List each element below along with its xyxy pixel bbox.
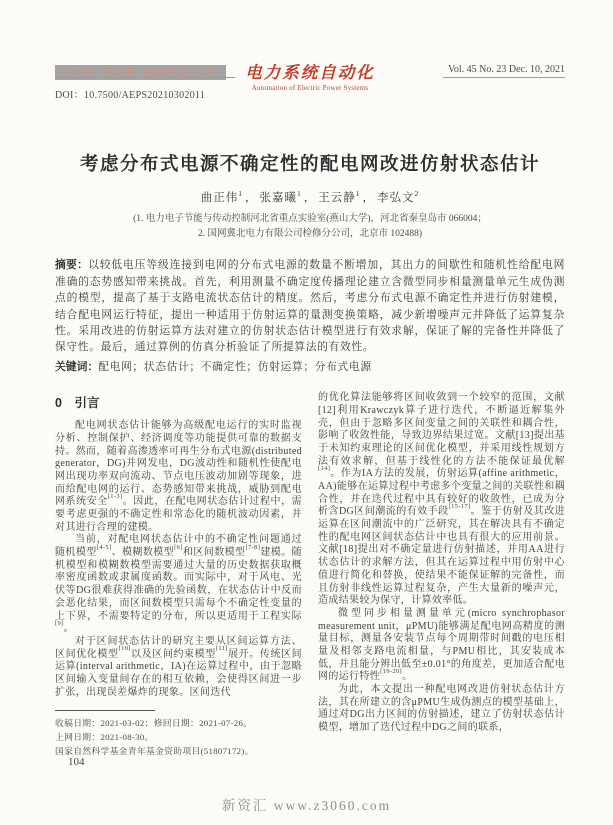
footnote-separator [55,710,155,711]
affiliation-line: (1. 电力电子节能与传动控制河北省重点实验室(燕山大学)，河北省秦皇岛市 066004； [133,214,487,224]
article-title: 考虑分布式电源不确定性的配电网改进仿射状态估计 [79,153,540,174]
affiliation-line: 2. 国网冀北电力有限公司检修分公司，北京市 102488) [197,229,423,240]
issue-badge: 第45卷 第23期 2021年12月10日 [55,65,226,80]
author-name: 曲正伟$^1$ [200,189,243,204]
header-rule-right [443,77,565,78]
section-heading: 0 引言 [55,396,100,411]
volume-info: Vol. 45 No. 23 Dec. 10, 2021 [447,64,565,75]
author-affiliation-marker: 1 [297,189,302,199]
abstract-label: 摘要： [55,259,89,272]
body-paragraph: 为此，本文提出一种配电网改进仿射状态估计方法，其在所建立的含μPMU生成伪测点的模型基础上，通过对DG出力区间的仿射描述，建立了仿射状态估计模型，增加了迭代过程中DG之间的联系， [318,684,565,734]
affiliations-block [55,212,565,242]
page-number: 104 [68,756,85,768]
abstract-text: 以较低电压等级连接到电网的分布式电源的数量不断增加，其出力的间歇性和随机性给配电网准确的态势感知带来挑战。首先，利用测量不确定度传播理论建立含微型同步相量测量单元生成伪测点的模型，提高了基于支路电流状态估计的精度。然后，考虑分布式电源不确定性并进行仿射建模，结合配电网运行特征，提出一种适用于仿射运算的量测变换策略，减少新增噪声元并降低了运算复杂性。采用改进的仿射运算方法对建立的仿射状态估计模型进行有效求解，保证了解的完备性并降低了保守性。最后，通过算例的仿真分析验证了所提算法的有效性。 [55,259,566,354]
author-affiliation-marker: 2 [414,189,420,199]
keywords-label: 关键词： [55,360,99,373]
keywords-section [55,359,565,375]
journal-header [55,62,565,106]
author-name: 王云静$^1$ [318,189,361,204]
journal-logo [235,59,385,92]
footnote-line: 国家自然科学基金青年基金资助项目(51807172)。 [55,745,254,756]
author-name: 李弘文$^2$ [377,189,420,204]
authors-line: 曲正伟$^1$ ， 张嘉曦$^1$ ， 王云静$^1$ ， 李弘文$^2$ [200,189,420,204]
article-body [55,392,565,758]
body-paragraph: 对于区间状态估计的研究主要从区间运算方法、区间优化模型[10]以及区间约束模型[11]展开。传统区间运算(interval arithmetic，IA)在运算过程中，由于忽略区间输入变量间存在的相互依赖，会使得区间进一步扩张，出现误差爆炸的现象。区间迭代 [55,635,302,698]
body-paragraph: 当前，对配电网状态估计中的不确定性问题通过随机模型[4-5]、模糊数模型[6]和区间数模型[7-8]建模。随机模型和模糊数模型需要通过大量的历史数据获取概率密度函数或隶属度函数。而实际中，对于风电、光伏等DG很难获得准确的先验函数，在状态估计中反而会恶化结果，而区间数模型只需每个不确定性变量的上下界，不需要特定的分布，所以更适用于工程实际[9]。 [55,534,302,635]
footnote-block [55,710,302,758]
author-name: 张嘉曦$^1$ [259,189,302,204]
body-paragraph: 的优化算法能够将区间收敛到一个较窄的范围，文献[12]利用Krawczyk算子进行迭代，不断逼近解集外壳，但由于忽略多区间变量之间的关联性和耦合性，影响了收敛性能，导致边界结果过宽。文献[13]提出基于未知约束理论的区间优化模型，并采用线性规划方法有效求解，但基于线性化的方法不能保证最优解[14]。作为IA方法的发展，仿射运算(affine arithmetic，AA)能够在运算过程中考虑多个变量之间的关联性和耦合性，并在迭代过程中具有较好的收敛性，已成为分析含DG区间潮流的有效手段[15-17]。鉴于仿射及其改进运算在区间潮流中的广泛研究，其在解决具有不确定性的配电网区间状态估计中也具有很大的应用前景。文献[18]提出对不确定量进行仿射描述，并用AA进行状态估计的求解方法，但其在运算过程中用仿射中心值进行简化和替换，使结果不能保证解的完备性，而且仿射非线性运算过程复杂，产生大量新的噪声元，造成结果较为保守，计算效率低。 [318,392,565,607]
footnote-line: 上网日期：2021-08-30。 [55,731,154,742]
footnote-line: 收稿日期：2021-03-02；修回日期：2021-07-26。 [55,718,253,729]
author-affiliation-marker: 1 [355,189,361,199]
watermark: 新资汇 www.z3060.com [221,798,392,813]
right-column [318,392,565,758]
left-column [55,392,302,758]
body-paragraph: 微型同步相量测量单元(micro synchrophasor measurement unit，μPMU)能够满足配电网高精度的测量目标，测量各安装节点每个周期带时间戳的电压相量及相邻支路电流相量，与PMU相比，其安装成本低，并且能分辨出低至±0.01°的角度差，更加适合配电网的运行特性[19-20]。 [318,607,565,683]
abstract-section [55,257,565,355]
journal-name-en: Automation of Electric Power Systems [251,84,369,92]
author-affiliation-marker: 1 [238,189,243,199]
body-paragraph: 配电网状态估计能够为高级配电运行的实时监视分析、控制保护、经济调度等功能提供可靠的数据支持。然而，随着高渗透率可再生分布式电源(distributed generator，DG)并网发电，DG波动性和随机性使配电网出现功率双向流动、节点电压波动加剧等现象，进而给配电网的运行、态势感知带来挑战，威胁到配电网系统安全[1-3]。因此，在配电网状态估计过程中，需要考虑更强的不确定性和常态化的随机波动因素，并对其进行合理的建模。 [55,420,303,533]
keywords-text: 配电网；状态估计；不确定性；仿射运算；分布式电源 [98,360,372,373]
journal-name-cn: 电力系统自动化 [245,63,375,82]
doi-text: DOI：10.7500/AEPS20210302011 [55,90,206,101]
